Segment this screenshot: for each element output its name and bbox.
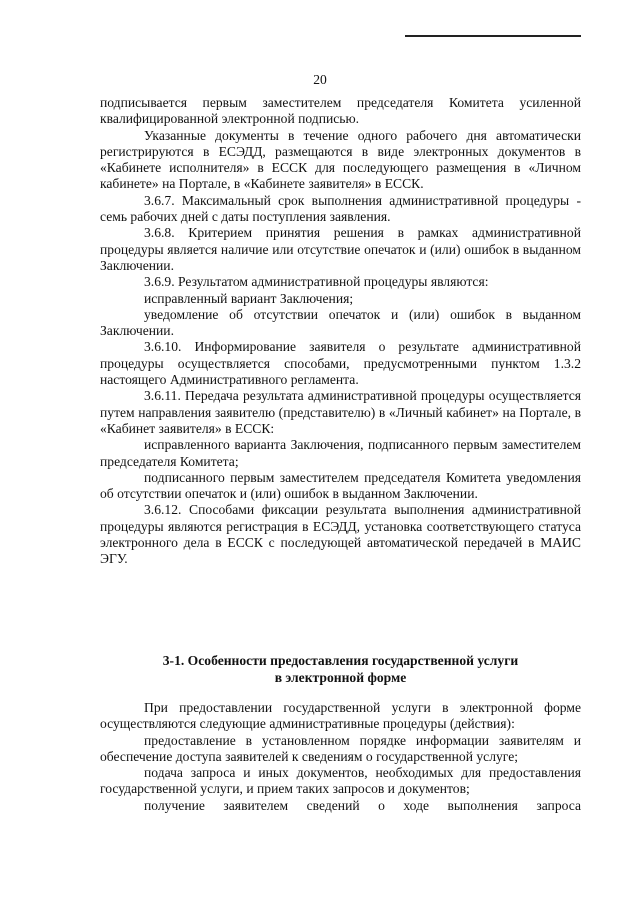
paragraph: подписывается первым заместителем председателя Комитета усиленной квалифицированной электронной подписью. <box>100 95 581 127</box>
paragraph: подача запроса и иных документов, необходимых для предоставления государственной услуги, и прием таких запросов и документов; <box>100 765 581 797</box>
paragraph: 3.6.11. Передача результата административной процедуры осуществляется путем направления заявителю (представителю) в «Личный кабинет» на Портале, в «Кабинет заявителя» в ЕССК: <box>100 388 581 436</box>
section-heading-line: 3-1. Особенности предоставления государственной услуги <box>162 653 519 668</box>
paragraph: При предоставлении государственной услуги в электронной форме осуществляются следующие административные процедуры (действия): <box>100 700 581 732</box>
paragraph: предоставление в установленном порядке информации заявителям и обеспечение доступа заявителей к сведениям о государственной услуге; <box>100 732 581 764</box>
section-body-bottom <box>100 700 581 814</box>
paragraph: 3.6.9. Результатом административной процедуры являются: <box>144 274 489 290</box>
section-body-top <box>100 95 581 568</box>
paragraph: исправленного варианта Заключения, подписанного первым заместителем председателя Комитета; <box>100 437 581 469</box>
paragraph: подписанного первым заместителем председателя Комитета уведомления об отсутствии опечаток и (или) ошибок в выданном Заключении. <box>100 469 581 502</box>
paragraph: уведомление об отсутствии опечаток и (или) ошибок в выданном Заключении. <box>100 306 581 339</box>
paragraph: 3.6.10. Информирование заявителя о результате административной процедуры осуществляется способами, предусмотренными пунктом 1.3.2 настоящего Административного регламента. <box>100 339 581 388</box>
section-heading-line: в электронной форме <box>274 670 407 685</box>
paragraph: 3.6.12. Способами фиксации результата выполнения административной процедуры являются регистрация в ЕСЭДД, установка соответствующего статуса электронного дела в ЕССК с последующей автоматической передачей в МАИС ЭГУ. <box>100 502 581 567</box>
paragraph: 3.6.8. Критерием принятия решения в рамках административной процедуры является наличие или отсутствие опечаток и (или) ошибок в выданном Заключении. <box>100 225 581 273</box>
paragraph: получение заявителем сведений о ходе выполнения запроса <box>144 797 581 813</box>
section-heading <box>100 652 581 686</box>
paragraph: 3.6.7. Максимальный срок выполнения административной процедуры - семь рабочих дней с даты поступления заявления. <box>100 192 581 225</box>
paragraph: Указанные документы в течение одного рабочего дня автоматически регистрируются в ЕСЭДД, размещаются в виде электронных документов в «Кабинете исполнителя» в ЕССК для последующего размещения в «Личном кабинете» на Портале, в «Кабинете заявителя» в ЕССК. <box>100 127 581 192</box>
header-rule <box>405 35 581 37</box>
page-number: 20 <box>313 72 327 87</box>
paragraph: исправленный вариант Заключения; <box>144 290 354 306</box>
